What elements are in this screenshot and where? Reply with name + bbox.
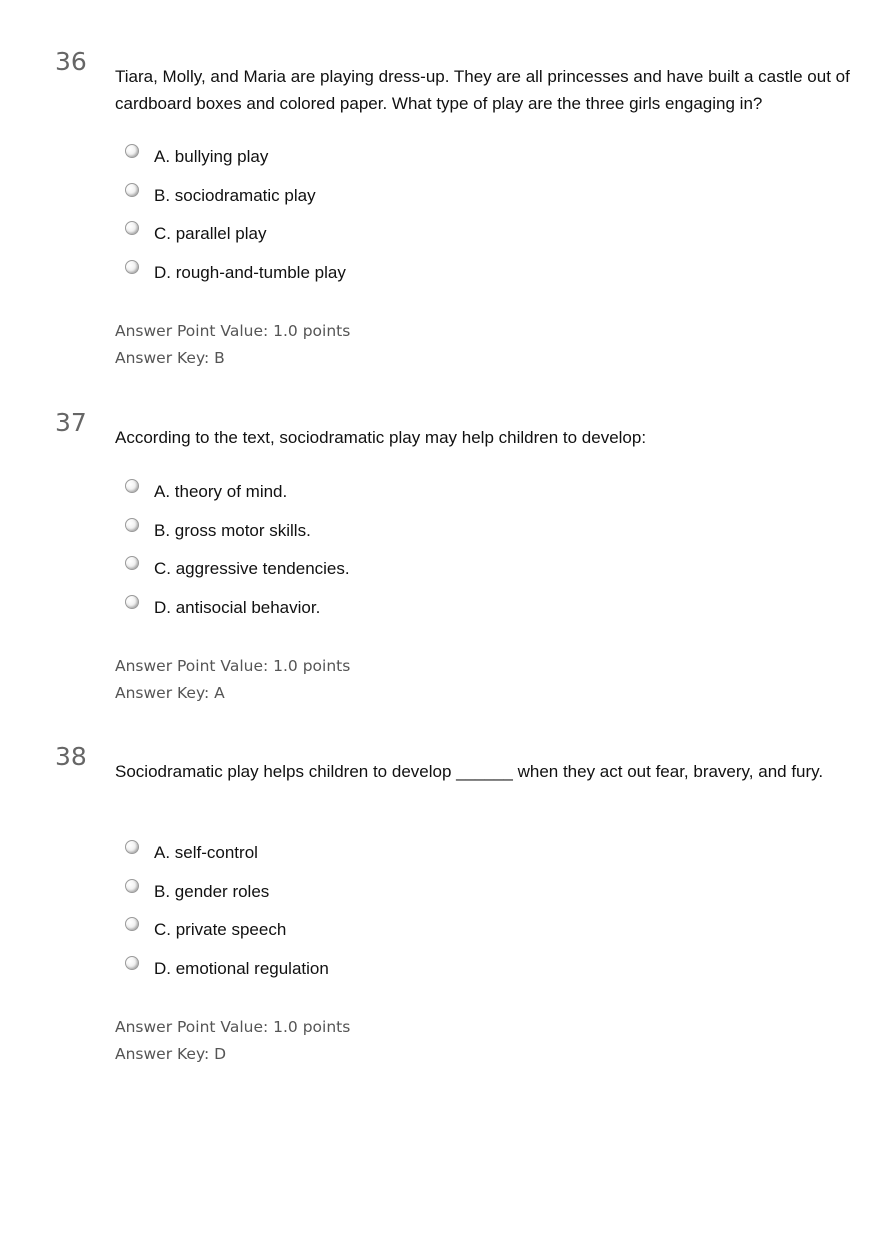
option-label[interactable]: A. self-control	[154, 843, 258, 862]
question-text: Sociodramatic play helps children to develop ______ when they act out fear, bravery, and fury.	[115, 762, 824, 781]
answer-options	[122, 839, 329, 993]
option-a[interactable]	[122, 478, 350, 517]
radio-button[interactable]	[125, 518, 139, 532]
radio-button[interactable]	[125, 595, 139, 609]
radio-button[interactable]	[125, 956, 139, 970]
answer-key: Answer Key: B	[115, 349, 225, 367]
option-b[interactable]	[122, 878, 329, 917]
radio-button[interactable]	[125, 221, 139, 235]
question-number: 37	[55, 408, 87, 437]
option-a[interactable]	[122, 143, 346, 182]
option-label[interactable]: C. parallel play	[154, 224, 267, 243]
radio-button[interactable]	[125, 840, 139, 854]
option-c[interactable]	[122, 555, 350, 594]
question-number: 38	[55, 742, 87, 771]
point-value: Answer Point Value: 1.0 points	[115, 322, 351, 340]
option-label[interactable]: B. sociodramatic play	[154, 185, 316, 205]
option-label[interactable]: A. bullying play	[154, 147, 269, 166]
option-c[interactable]	[122, 220, 346, 259]
option-d[interactable]	[122, 259, 346, 298]
question-text: Tiara, Molly, and Maria are playing dress-up. They are all princesses and have built a castle out of cardboard boxes and colored paper. What type of play are the three girls engaging in?	[115, 67, 850, 113]
radio-button[interactable]	[125, 183, 139, 197]
option-c[interactable]	[122, 916, 329, 955]
point-value: Answer Point Value: 1.0 points	[115, 657, 351, 675]
question-number: 36	[55, 47, 87, 76]
point-value: Answer Point Value: 1.0 points	[115, 1018, 351, 1036]
option-d[interactable]	[122, 594, 350, 633]
radio-button[interactable]	[125, 556, 139, 570]
option-label[interactable]: C. private speech	[154, 920, 287, 939]
option-b[interactable]	[122, 517, 350, 556]
option-b[interactable]	[122, 182, 346, 221]
answer-key: Answer Key: A	[115, 684, 225, 702]
option-label[interactable]: B. gross motor skills.	[154, 520, 311, 540]
option-d[interactable]	[122, 955, 329, 994]
radio-button[interactable]	[125, 260, 139, 274]
answer-options	[122, 143, 346, 297]
radio-button[interactable]	[125, 879, 139, 893]
option-a[interactable]	[122, 839, 329, 878]
option-label[interactable]: D. antisocial behavior.	[154, 597, 321, 617]
option-label[interactable]: D. emotional regulation	[154, 958, 329, 978]
option-label[interactable]: A. theory of mind.	[154, 482, 288, 501]
radio-button[interactable]	[125, 917, 139, 931]
question-text: According to the text, sociodramatic play may help children to develop:	[115, 428, 647, 447]
radio-button[interactable]	[125, 144, 139, 158]
option-label[interactable]: D. rough-and-tumble play	[154, 262, 346, 282]
option-label[interactable]: B. gender roles	[154, 881, 270, 901]
radio-button[interactable]	[125, 479, 139, 493]
option-label[interactable]: C. aggressive tendencies.	[154, 559, 350, 578]
answer-options	[122, 478, 350, 632]
answer-key: Answer Key: D	[115, 1045, 227, 1063]
